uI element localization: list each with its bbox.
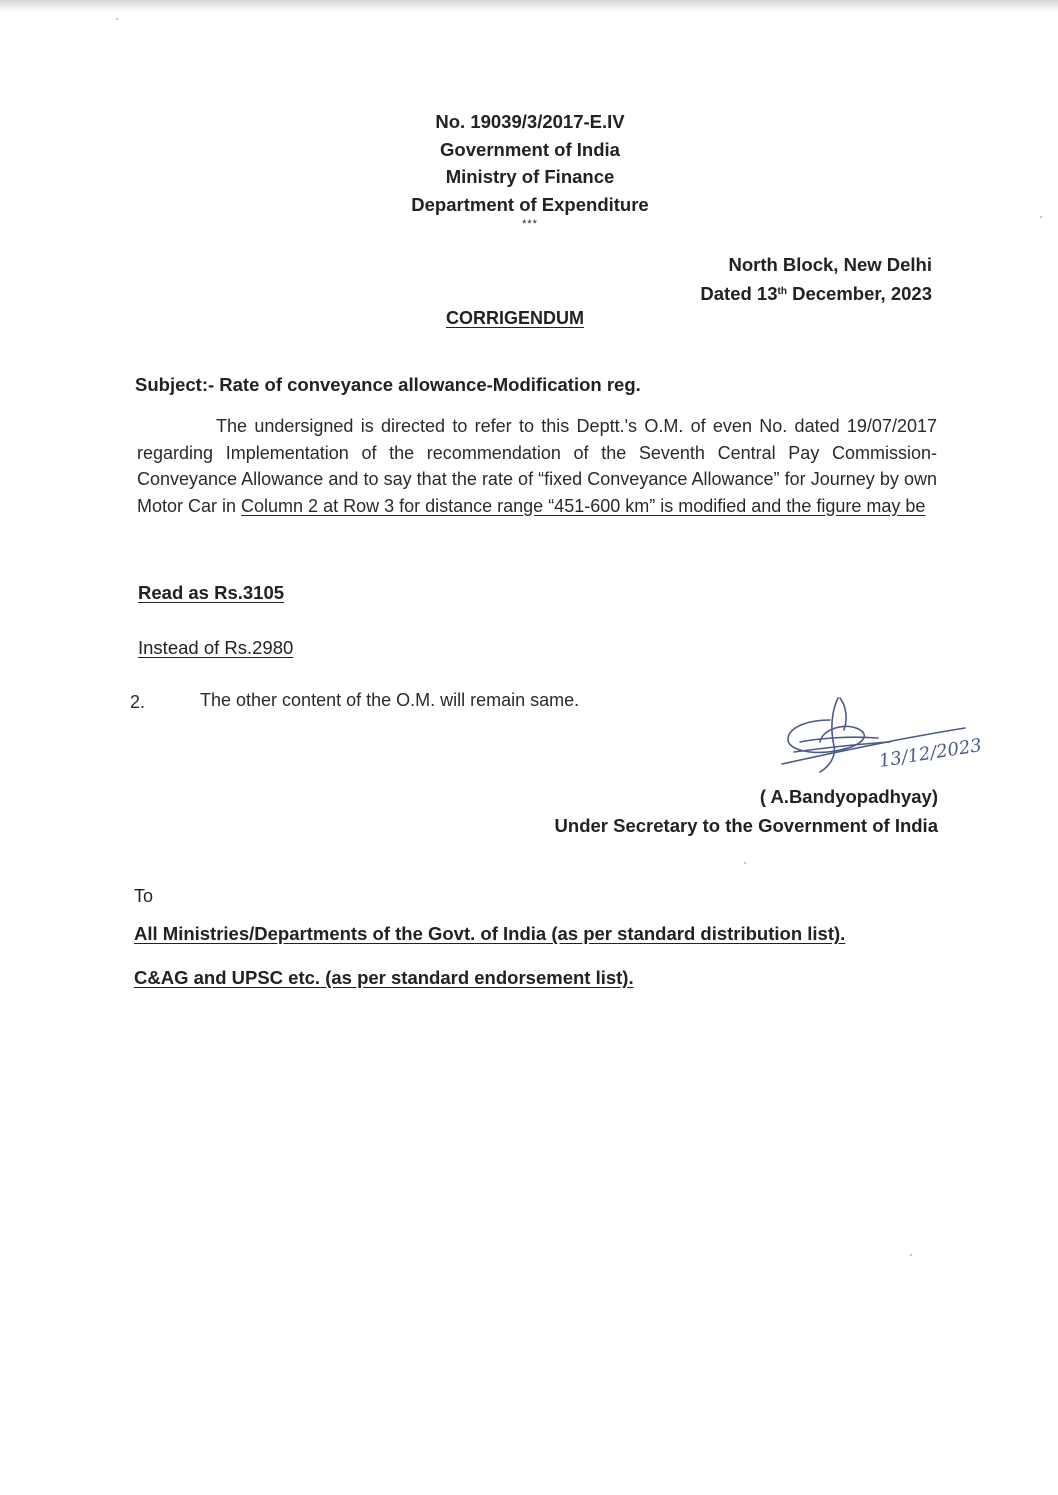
signer-designation: Under Secretary to the Government of India (554, 815, 938, 836)
date-rest: December, 2023 (786, 283, 932, 304)
department-name: Department of Expenditure (411, 193, 649, 215)
paragraph-two-text: The other content of the O.M. will remain same. (200, 690, 580, 710)
scan-speck (744, 862, 746, 864)
document-title: CORRIGENDUM (446, 308, 584, 328)
file-number: No. 19039/3/2017-E.IV (435, 111, 625, 132)
signer-block (555, 782, 938, 840)
body-text: The undersigned is directed to refer to this Deptt.'s O.M. of even No. dated 19/07/2017 regarding Implementation of the recommendation of the Seventh Central Pay Commission-Conveyance Allowance and to say that the rate of “fixed Conveyance Allowance” for Journey by own Motor Car in (137, 416, 937, 516)
separator-stars: *** (522, 218, 538, 230)
ministry-name: Ministry of Finance (445, 166, 615, 187)
signer-name: ( A.Bandyopadhyay) (759, 786, 938, 807)
date (700, 279, 932, 308)
subject-line: Subject:- Rate of conveyance allowance-Modification reg. (135, 374, 641, 395)
scan-top-edge (0, 0, 1058, 12)
scan-speck (910, 1254, 912, 1256)
scan-speck (1040, 216, 1042, 218)
place-date-block (700, 250, 932, 308)
body-paragraph (137, 413, 937, 519)
distribution-line-2: C&AG and UPSC etc. (as per standard endorsement list). (134, 967, 634, 988)
body-text-underlined: Column 2 at Row 3 for distance range “451-600 km” is modified and the figure may be (241, 495, 926, 516)
distribution-line-1: All Ministries/Departments of the Govt. of India (as per standard distribution list). (134, 923, 846, 944)
date-prefix: Dated 13 (700, 283, 778, 304)
paragraph-number: 2. (130, 692, 146, 712)
government-name: Government of India (440, 138, 620, 160)
to-label: To (134, 886, 154, 906)
place: North Block, New Delhi (728, 254, 932, 275)
instead-of-line: Instead of Rs.2980 (138, 637, 294, 658)
signature-image (760, 690, 990, 790)
scan-speck (116, 18, 118, 20)
read-as-line: Read as Rs.3105 (138, 582, 285, 603)
date-ordinal: th (777, 286, 787, 297)
signature-date: 13/12/2023 (877, 734, 984, 772)
letterhead (330, 108, 730, 230)
